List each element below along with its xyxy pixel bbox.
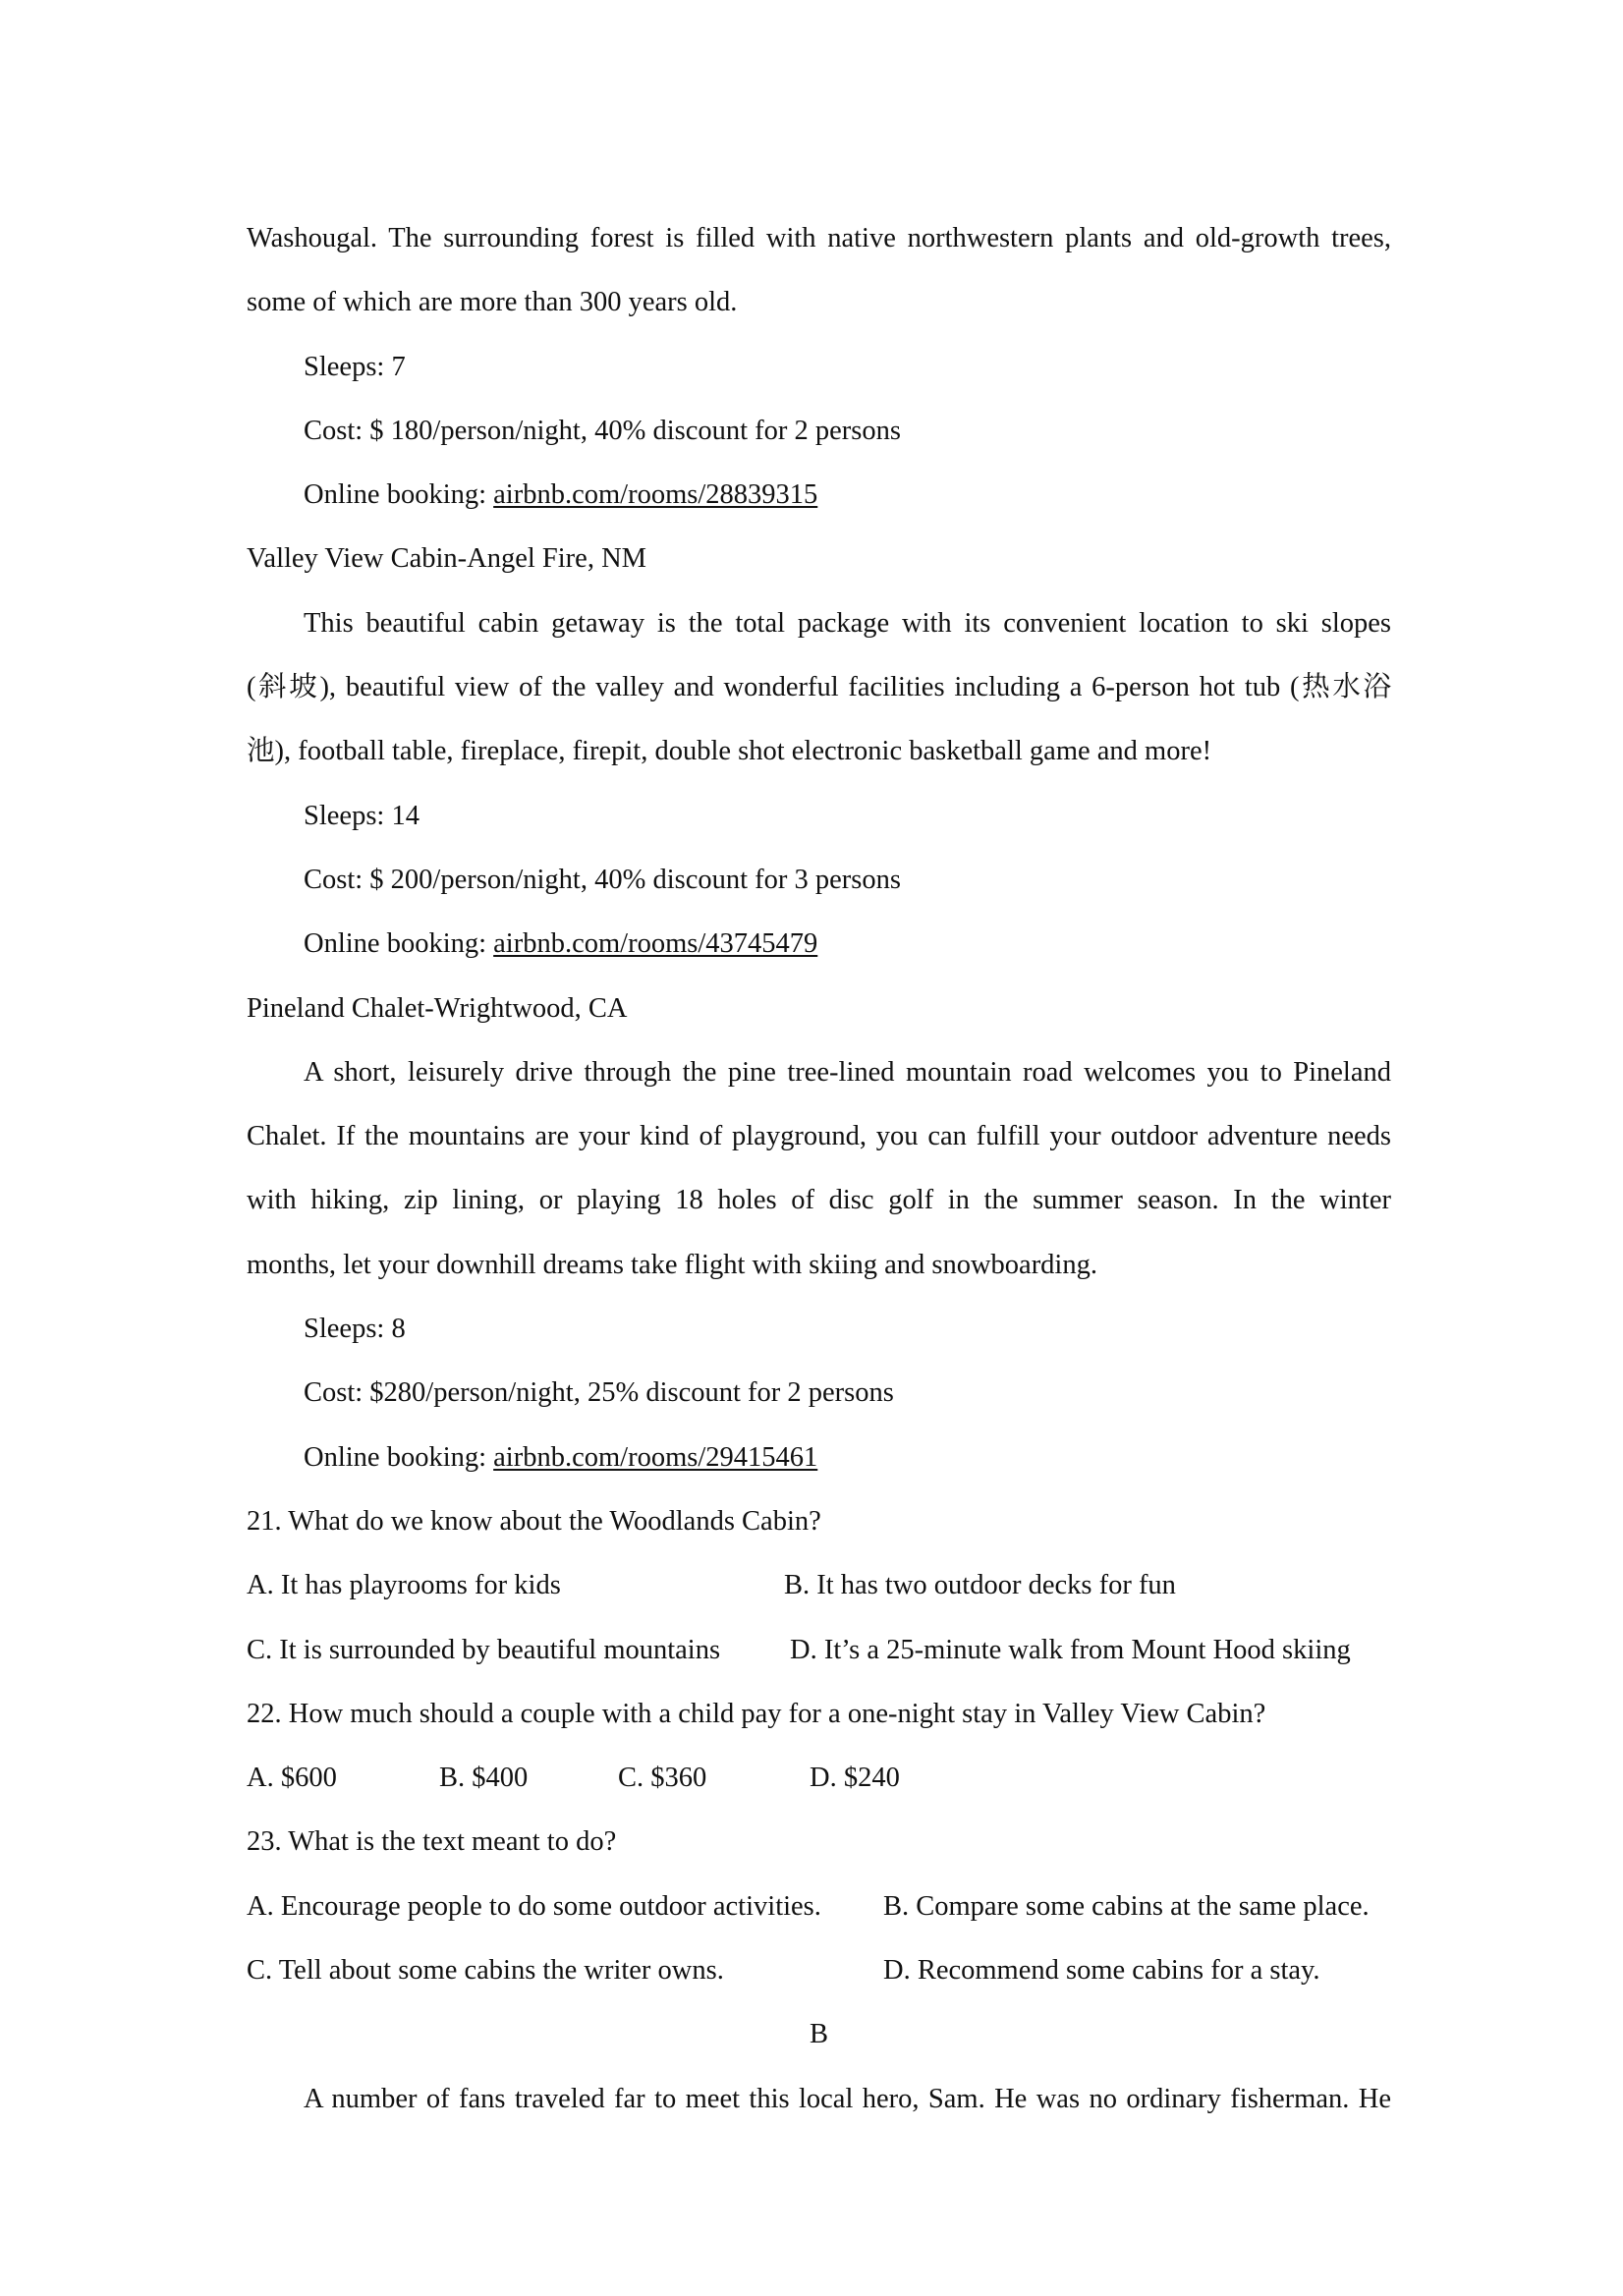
- option-a: A. $600: [247, 1763, 337, 1794]
- option-a: A. It has playrooms for kids: [247, 1570, 561, 1601]
- option-row: [247, 1875, 1391, 1938]
- passage-line: months, let your downhill dreams take flight with skiing and snowboarding.: [247, 1249, 1097, 1280]
- option-row: [247, 1553, 1391, 1617]
- option-b: B. $400: [439, 1763, 529, 1794]
- question-stem: 22. How much should a couple with a child pay for a one-night stay in Valley View Cabin?: [247, 1698, 1266, 1729]
- option-row: [247, 1618, 1391, 1682]
- option-d: D. $240: [810, 1763, 900, 1794]
- option-d: D. It’s a 25-minute walk from Mount Hood skiing: [790, 1634, 1351, 1665]
- passage-line: Chalet. If the mountains are your kind of playground, you can fulfill your outdoor adventure needs: [247, 1121, 1391, 1152]
- option-row: [247, 1938, 1391, 2002]
- option-d: D. Recommend some cabins for a stay.: [883, 1955, 1320, 1987]
- passage-line: This beautiful cabin getaway is the total package with its convenient location to ski slopes: [304, 607, 1391, 639]
- online-booking-label: Online booking:: [304, 1441, 494, 1473]
- cabin-title: Pineland Chalet-Wrightwood, CA: [247, 992, 628, 1024]
- option-b: B. It has two outdoor decks for fun: [784, 1570, 1176, 1601]
- online-booking: [247, 463, 1391, 527]
- online-booking: [247, 1426, 1391, 1489]
- question-stem: 21. What do we know about the Woodlands Cabin?: [247, 1505, 821, 1537]
- online-booking-label: Online booking:: [304, 479, 494, 511]
- cabin-title: Valley View Cabin-Angel Fire, NM: [247, 543, 646, 575]
- passage-line: with hiking, zip lining, or playing 18 holes of disc golf in the summer season. In the winter: [247, 1185, 1391, 1216]
- option-c: C. Tell about some cabins the writer owns.: [247, 1955, 724, 1987]
- document-page: [247, 206, 1391, 2131]
- sleeps-text: Sleeps: 8: [304, 1314, 406, 1345]
- sleeps-text: Sleeps: 7: [304, 351, 406, 382]
- booking-link[interactable]: airbnb.com/rooms/28839315: [493, 479, 818, 511]
- question-stem: 23. What is the text meant to do?: [247, 1826, 617, 1858]
- cost-text: Cost: $280/person/night, 25% discount for 2 persons: [304, 1377, 894, 1409]
- option-a: A. Encourage people to do some outdoor activities.: [247, 1890, 821, 1922]
- passage-line: A short, leisurely drive through the pine tree-lined mountain road welcomes you to Pineland: [304, 1056, 1391, 1088]
- option-b: B. Compare some cabins at the same place.: [883, 1890, 1370, 1922]
- option-row: [247, 1746, 1391, 1810]
- booking-link[interactable]: airbnb.com/rooms/29415461: [493, 1441, 818, 1473]
- booking-link[interactable]: airbnb.com/rooms/43745479: [493, 928, 818, 960]
- option-c: C. $360: [618, 1763, 707, 1794]
- sleeps-text: Sleeps: 14: [304, 800, 420, 831]
- passage-line: 池), football table, fireplace, firepit, double shot electronic basketball game and more!: [247, 736, 1212, 767]
- passage-line: (斜坡), beautiful view of the valley and wonderful facilities including a 6-person hot tub (热水浴: [247, 672, 1391, 703]
- section-heading: B: [809, 2019, 828, 2050]
- cost-text: Cost: $ 200/person/night, 40% discount for 3 persons: [304, 864, 901, 895]
- cost-text: Cost: $ 180/person/night, 40% discount for 2 persons: [304, 415, 901, 446]
- passage-line: some of which are more than 300 years old.: [247, 287, 738, 318]
- online-booking-label: Online booking:: [304, 928, 494, 960]
- online-booking: [247, 912, 1391, 976]
- passage-line: Washougal. The surrounding forest is filled with native northwestern plants and old-growth trees,: [247, 223, 1391, 253]
- option-c: C. It is surrounded by beautiful mountains: [247, 1634, 721, 1665]
- passage-line: A number of fans traveled far to meet this local hero, Sam. He was no ordinary fisherman. He: [304, 2083, 1391, 2114]
